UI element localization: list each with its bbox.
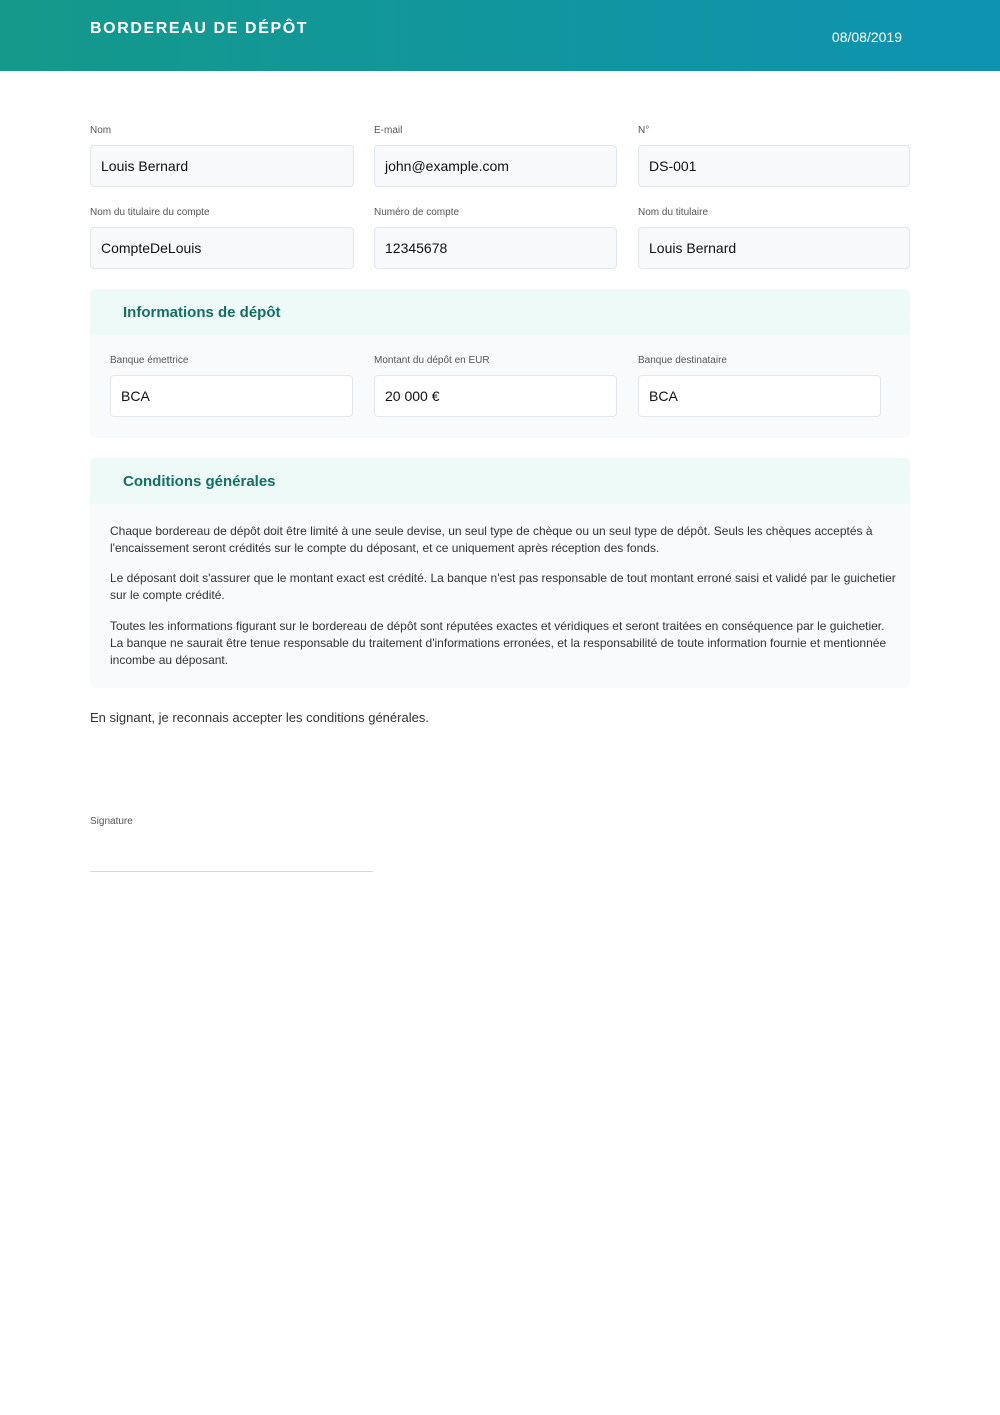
titulaire-compte-label: Nom du titulaire du compte <box>90 207 210 218</box>
email-field[interactable]: john@example.com <box>374 145 617 187</box>
terms-paragraph: Toutes les informations figurant sur le bordereau de dépôt sont réputées exactes et véridiques et seront traitées en conséquence par le guichetier. La banque ne saurait être tenue responsable du traitement d'informations erronées, et la responsabilité de toute information fournie et mentionnée incombe au déposant. <box>110 619 887 667</box>
banque-emettrice-label: Banque émettrice <box>110 355 189 366</box>
page-title: BORDEREAU DE DÉPÔT <box>90 20 309 37</box>
banque-emettrice-field[interactable]: BCA <box>110 375 353 417</box>
header-date: 08/08/2019 <box>831 29 902 45</box>
acceptance-statement: En signant, je reconnais accepter les conditions générales. <box>90 710 429 725</box>
numero-compte-label: Numéro de compte <box>374 207 460 218</box>
nom-titulaire-field[interactable]: Louis Bernard <box>638 227 910 269</box>
signature-line[interactable] <box>90 871 373 872</box>
terms-panel-title: Conditions générales <box>123 473 276 490</box>
numero-label: N° <box>638 125 650 136</box>
banque-destinataire-label: Banque destinataire <box>638 355 727 366</box>
deposit-panel-header <box>90 289 910 335</box>
terms-panel <box>90 458 910 688</box>
montant-field[interactable]: 20 000 € <box>374 375 617 417</box>
numero-compte-field[interactable]: 12345678 <box>374 227 617 269</box>
terms-paragraph: Le déposant doit s'assurer que le montant exact est crédité. La banque n'est pas responsable de tout montant erroné saisi et validé par le guichetier sur le compte crédité. <box>110 571 896 602</box>
banque-destinataire-field[interactable]: BCA <box>638 375 881 417</box>
montant-label: Montant du dépôt en EUR <box>374 355 490 366</box>
page-header <box>0 0 1000 71</box>
nom-field[interactable]: Louis Bernard <box>90 145 354 187</box>
terms-paragraph: Chaque bordereau de dépôt doit être limité à une seule devise, un seul type de chèque ou un seul type de dépôt. Seuls les chèques acceptés à l'encaissement seront crédités sur le compte du déposant, et ce uniquement après réception des fonds. <box>110 524 873 555</box>
numero-field[interactable]: DS-001 <box>638 145 910 187</box>
nom-titulaire-label: Nom du titulaire <box>638 207 709 218</box>
titulaire-compte-field[interactable]: CompteDeLouis <box>90 227 354 269</box>
email-label: E-mail <box>374 125 403 136</box>
signature-label: Signature <box>90 816 133 827</box>
terms-panel-header <box>90 458 910 504</box>
deposit-panel <box>90 289 910 438</box>
deposit-panel-title: Informations de dépôt <box>123 304 281 321</box>
nom-label: Nom <box>90 125 112 136</box>
